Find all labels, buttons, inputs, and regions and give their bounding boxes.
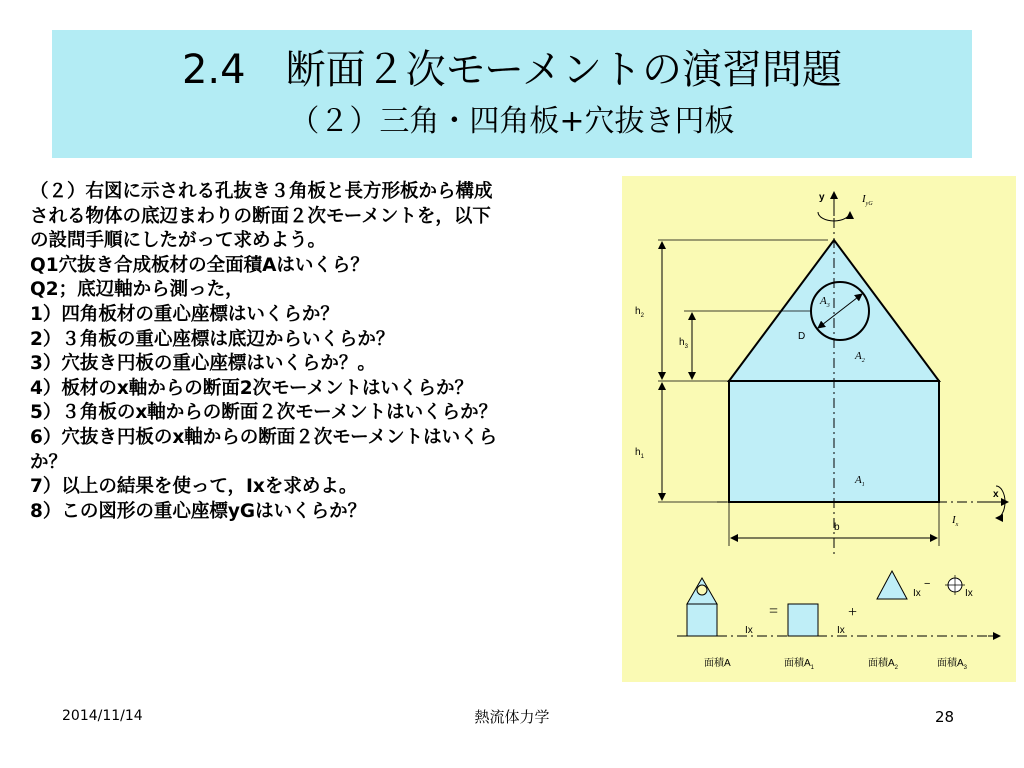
footer-date: 2014/11/14 (62, 708, 143, 724)
area-a3-main: 面積A (937, 658, 964, 669)
page-number: 28 (935, 708, 955, 726)
composite-hole-icon (697, 585, 707, 595)
minus-sign: − (924, 578, 931, 590)
a2-main: A (855, 350, 862, 362)
question-line: 4）板材のx軸からの断面2次モーメントはいくらか？ (30, 377, 474, 399)
area-a1-main: 面積A (784, 658, 811, 669)
h3-sub: 3 (684, 344, 688, 350)
rectangle-icon (788, 604, 818, 636)
question-line: される物体の底辺まわりの断面２次モーメントを，以下 (30, 205, 491, 227)
question-line: 7）以上の結果を使って，Ixを求めよ。 (30, 476, 358, 498)
h2-main: h (635, 306, 641, 317)
iyg-main: I (862, 193, 866, 205)
ix-lhs-label: Ix (745, 625, 753, 636)
ix-main: I (952, 514, 956, 526)
question-line: （２）右図に示される孔抜き３角板と長方形板から構成 (30, 181, 493, 202)
h2-sub: 2 (640, 313, 644, 319)
ix-sub: x (955, 522, 959, 528)
area-a-label: 面積A (704, 658, 731, 669)
ix-tri-label: Ix (913, 588, 921, 599)
footer-subject: 熱流体力学 (474, 708, 550, 726)
question-line: 2）３角板の重心座標は底辺からいくらか？ (30, 328, 395, 350)
area-a3-label (937, 656, 968, 671)
iyg-sub: yG (865, 201, 873, 207)
question-list (30, 180, 615, 524)
section-figure (622, 176, 1016, 682)
page-title: 2.4 断面２次モーメントの演習問題 (181, 47, 842, 93)
question-line: 5）３角板のx軸からの断面２次モーメントはいくらか？ (30, 402, 498, 424)
question-line: Q2；底辺軸から測った， (30, 279, 244, 301)
area-a2-label (868, 656, 899, 671)
question-line: 6）穴抜き円板のx軸からの断面２次モーメントはいくら (30, 426, 498, 448)
a3-main: A (820, 295, 827, 307)
a2-sub: 2 (861, 358, 865, 364)
question-line: 1）四角板材の重心座標はいくらか？ (30, 303, 339, 325)
h1-main: h (635, 447, 641, 458)
composite-rect-icon (687, 604, 717, 636)
question-line: の設問手順にしたがって求めよう。 (30, 230, 327, 252)
diameter-label: D (798, 331, 806, 342)
y-axis-label: y (819, 192, 825, 203)
h1-sub: 1 (640, 454, 644, 460)
question-line: 8）この図形の重心座標yGはいくらか？ (30, 500, 367, 522)
page-subtitle: （２）三角・四角板+穴抜き円板 (289, 104, 735, 139)
question-line: 3）穴抜き円板の重心座標はいくらか？。 (30, 353, 376, 375)
equals-sign: = (769, 603, 779, 620)
ix-circ-label: Ix (965, 588, 973, 599)
question-line: Q1穴抜き合成板材の全面積Aはいくら？ (30, 254, 369, 276)
a1-sub: 1 (861, 482, 865, 488)
area-a2-main: 面積A (868, 658, 895, 669)
area-a3-sub: 3 (963, 665, 968, 671)
x-axis-label: x (993, 489, 999, 500)
plus-sign: + (848, 604, 858, 621)
a3-sub: 3 (826, 303, 830, 309)
area-a1-label (784, 656, 815, 671)
area-a2-sub: 2 (894, 665, 899, 671)
b-label: b (834, 522, 840, 533)
area-a1-sub: 1 (810, 665, 815, 671)
ix-mid-label: Ix (837, 625, 845, 636)
title-box (52, 30, 972, 158)
h3-main: h (679, 337, 685, 348)
a1-main: A (855, 474, 862, 486)
question-line: か？ (30, 451, 68, 473)
